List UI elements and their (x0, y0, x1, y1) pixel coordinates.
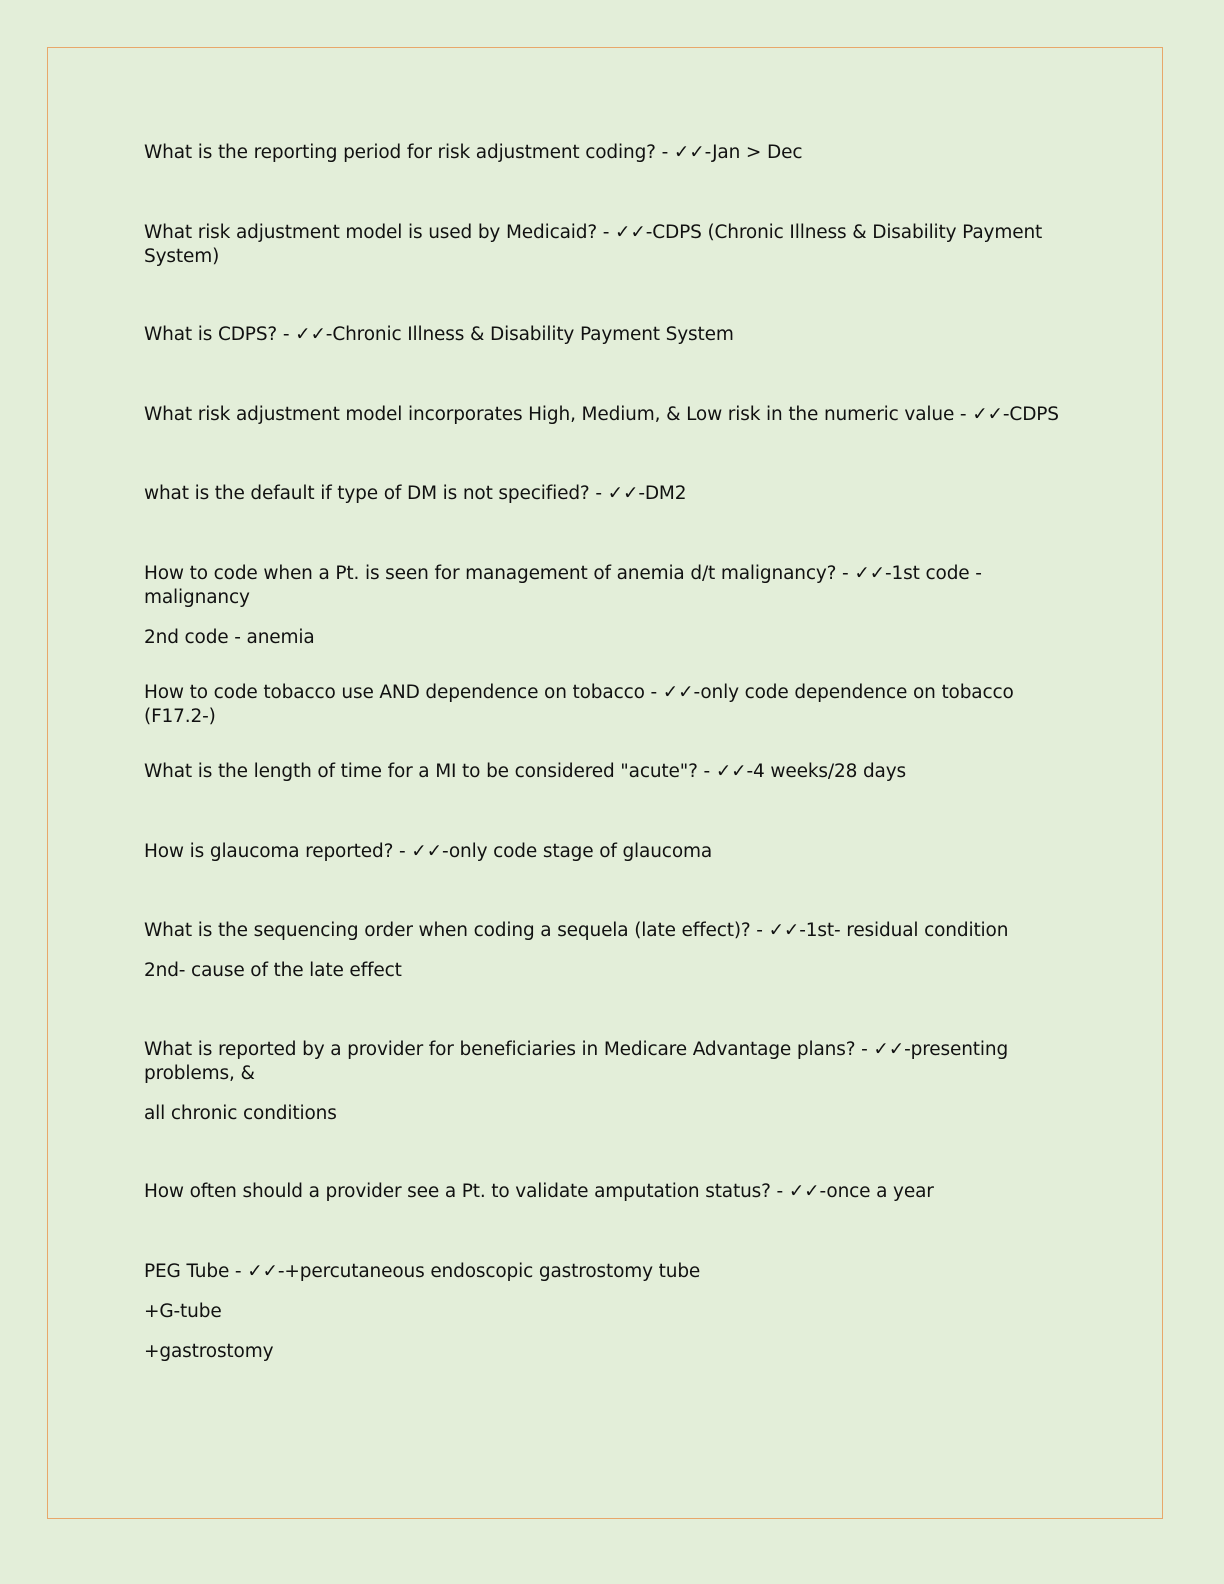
answer: -4 weeks/28 days (746, 761, 907, 782)
checkmark-icon: ✓✓ (788, 1181, 820, 1202)
answer: -Chronic Illness & Disability Payment System (325, 324, 734, 345)
checkmark-icon: ✓✓ (715, 761, 747, 782)
qa-item (144, 1038, 1084, 1126)
answer: -once a year (819, 1181, 934, 1202)
answer: -DM2 (638, 483, 687, 504)
question: How to code when a Pt. is seen for management of anemia d/t malignancy? (144, 563, 837, 584)
answer: -presenting problems, & (144, 1039, 1009, 1084)
checkmark-icon: ✓✓ (662, 682, 694, 703)
separator: - (277, 324, 296, 345)
answer: -CDPS (Chronic Illness & Disability Payment System) (144, 222, 1043, 267)
separator: - (836, 563, 855, 584)
qa-item (144, 760, 906, 784)
qa-item (144, 840, 712, 864)
separator: - (229, 1261, 248, 1282)
separator: - (393, 841, 412, 862)
checkmark-icon: ✓✓ (247, 1261, 278, 1282)
separator: - (644, 682, 663, 703)
question: What is CDPS? (144, 324, 278, 345)
separator: - (750, 920, 769, 941)
question: What risk adjustment model is used by Medicaid? (144, 222, 598, 243)
answer-continuation: 2nd- cause of the late effect (144, 960, 402, 981)
answer: -1st- residual condition (799, 920, 1009, 941)
answer: -+percutaneous endoscopic gastrostomy tube (277, 1261, 701, 1282)
separator: - (655, 142, 674, 163)
qa-item (144, 323, 734, 347)
question: what is the default if type of DM is not specified? (144, 483, 590, 504)
question: What is reported by a provider for beneficiaries in Medicare Advantage plans? (144, 1039, 856, 1060)
checkmark-icon: ✓✓ (873, 1039, 905, 1060)
checkmark-icon: ✓✓ (854, 563, 886, 584)
qa-item (144, 1180, 934, 1204)
answer: -only code stage of glaucoma (441, 841, 713, 862)
answer: -1st code - malignancy (144, 563, 982, 608)
question: What is the reporting period for risk adjustment coding? (144, 142, 656, 163)
qa-item (144, 403, 1059, 427)
question: PEG Tube (144, 1261, 230, 1282)
answer: -only code dependence on tobacco (F17.2-) (144, 682, 1014, 727)
checkmark-icon: ✓✓ (607, 483, 639, 504)
qa-item (144, 221, 1084, 269)
qa-item (144, 141, 802, 165)
checkmark-icon: ✓✓ (295, 324, 326, 345)
answer-continuation: +gastrostomy (144, 1341, 274, 1362)
checkmark-icon: ✓✓ (972, 404, 1003, 425)
question: What risk adjustment model incorporates High, Medium, & Low risk in the numeric value (144, 404, 955, 425)
qa-item (144, 1260, 700, 1364)
question: How is glaucoma reported? (144, 841, 394, 862)
separator: - (855, 1039, 874, 1060)
checkmark-icon: ✓✓ (615, 222, 646, 243)
question: How often should a provider see a Pt. to validate amputation status? (144, 1181, 771, 1202)
question: How to code tobacco use AND dependence on tobacco (144, 682, 645, 703)
checkmark-icon: ✓✓ (768, 920, 800, 941)
qa-item (144, 681, 1084, 729)
separator: - (597, 222, 616, 243)
qa-item (144, 919, 1008, 983)
separator: - (770, 1181, 789, 1202)
separator: - (589, 483, 608, 504)
qa-item (144, 562, 1084, 650)
separator: - (954, 404, 973, 425)
checkmark-icon: ✓✓ (673, 142, 705, 163)
question: What is the length of time for a MI to be considered "acute"? (144, 761, 698, 782)
answer: -Jan > Dec (704, 142, 803, 163)
answer-continuation: all chronic conditions (144, 1103, 337, 1124)
answer-continuation: +G-tube (144, 1301, 222, 1322)
answer: -CDPS (1002, 404, 1059, 425)
qa-item (144, 482, 686, 506)
answer-continuation: 2nd code - anemia (144, 627, 315, 648)
separator: - (697, 761, 716, 782)
question: What is the sequencing order when coding a sequela (late effect)? (144, 920, 751, 941)
checkmark-icon: ✓✓ (411, 841, 442, 862)
